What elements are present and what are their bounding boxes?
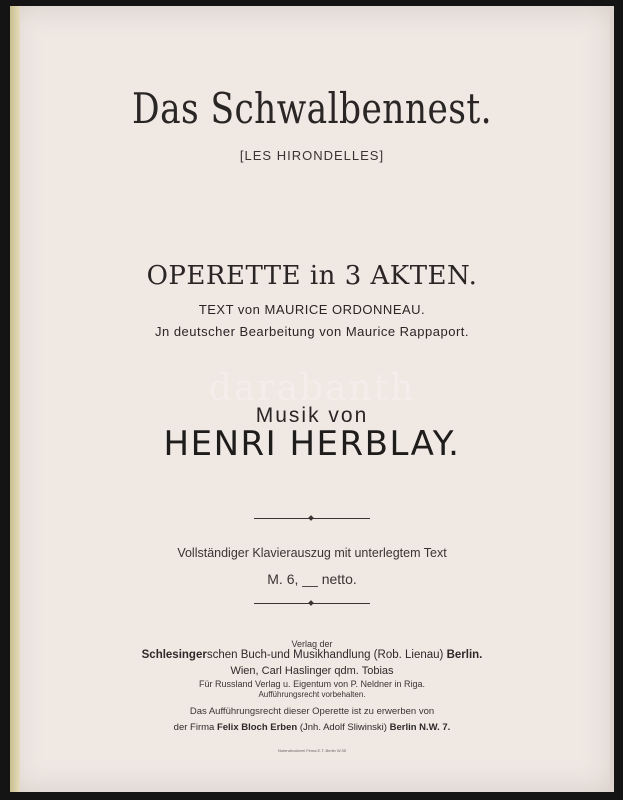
watermark: darabanth [208, 368, 416, 409]
russia-rights: Für Russland Verlag u. Eigentum von P. Neldner in Riga. [199, 679, 425, 689]
adaptation-credit: Jn deutscher Bearbeitung von Maurice Rappaport. [154, 324, 469, 339]
firma-prefix: der Firma [173, 722, 215, 733]
firma-owner: (Jnh. Adolf Sliwinski) [297, 722, 390, 733]
publisher-line [10, 649, 614, 661]
publisher-intro: Verlag der [291, 639, 333, 649]
work-title: Das Schwalbennest. [132, 84, 492, 133]
publisher-name: Schlesinger [141, 649, 207, 661]
rights-reserved: Aufführungsrecht vorbehalten. [258, 690, 366, 699]
price: M. 6, __ netto. [267, 571, 357, 587]
ornament-divider-top [254, 518, 370, 519]
ornament-divider-bottom [254, 603, 370, 604]
printer-note: Notendruckerei Firma E.T. Berlin W.35 [277, 748, 347, 753]
title-page [10, 6, 614, 792]
rights-holder [10, 722, 614, 733]
vienna-publisher: Wien, Carl Haslinger qdm. Tobias [230, 665, 394, 677]
publisher-city: Berlin. [446, 649, 483, 661]
music-by-label: Musik von [255, 404, 369, 427]
genre-line: OPERETTE in 3 AKTEN. [146, 261, 478, 291]
firma-name: Felix Bloch Erben [216, 722, 298, 733]
piano-score-note: Vollständiger Klavierauszug mit unterlegtem Text [177, 546, 447, 560]
composer-name: HENRI HERBLAY. [163, 424, 461, 464]
publisher-details: schen Buch-und Musikhandlung (Rob. Lienau) [206, 649, 444, 661]
firma-address: Berlin N.W. 7. [389, 722, 451, 733]
performance-rights: Das Aufführungsrecht dieser Operette ist zu erwerben von [189, 706, 435, 717]
french-subtitle: [LES HIRONDELLES] [239, 148, 385, 163]
libretto-credit: TEXT von MAURICE ORDONNEAU. [198, 302, 426, 317]
